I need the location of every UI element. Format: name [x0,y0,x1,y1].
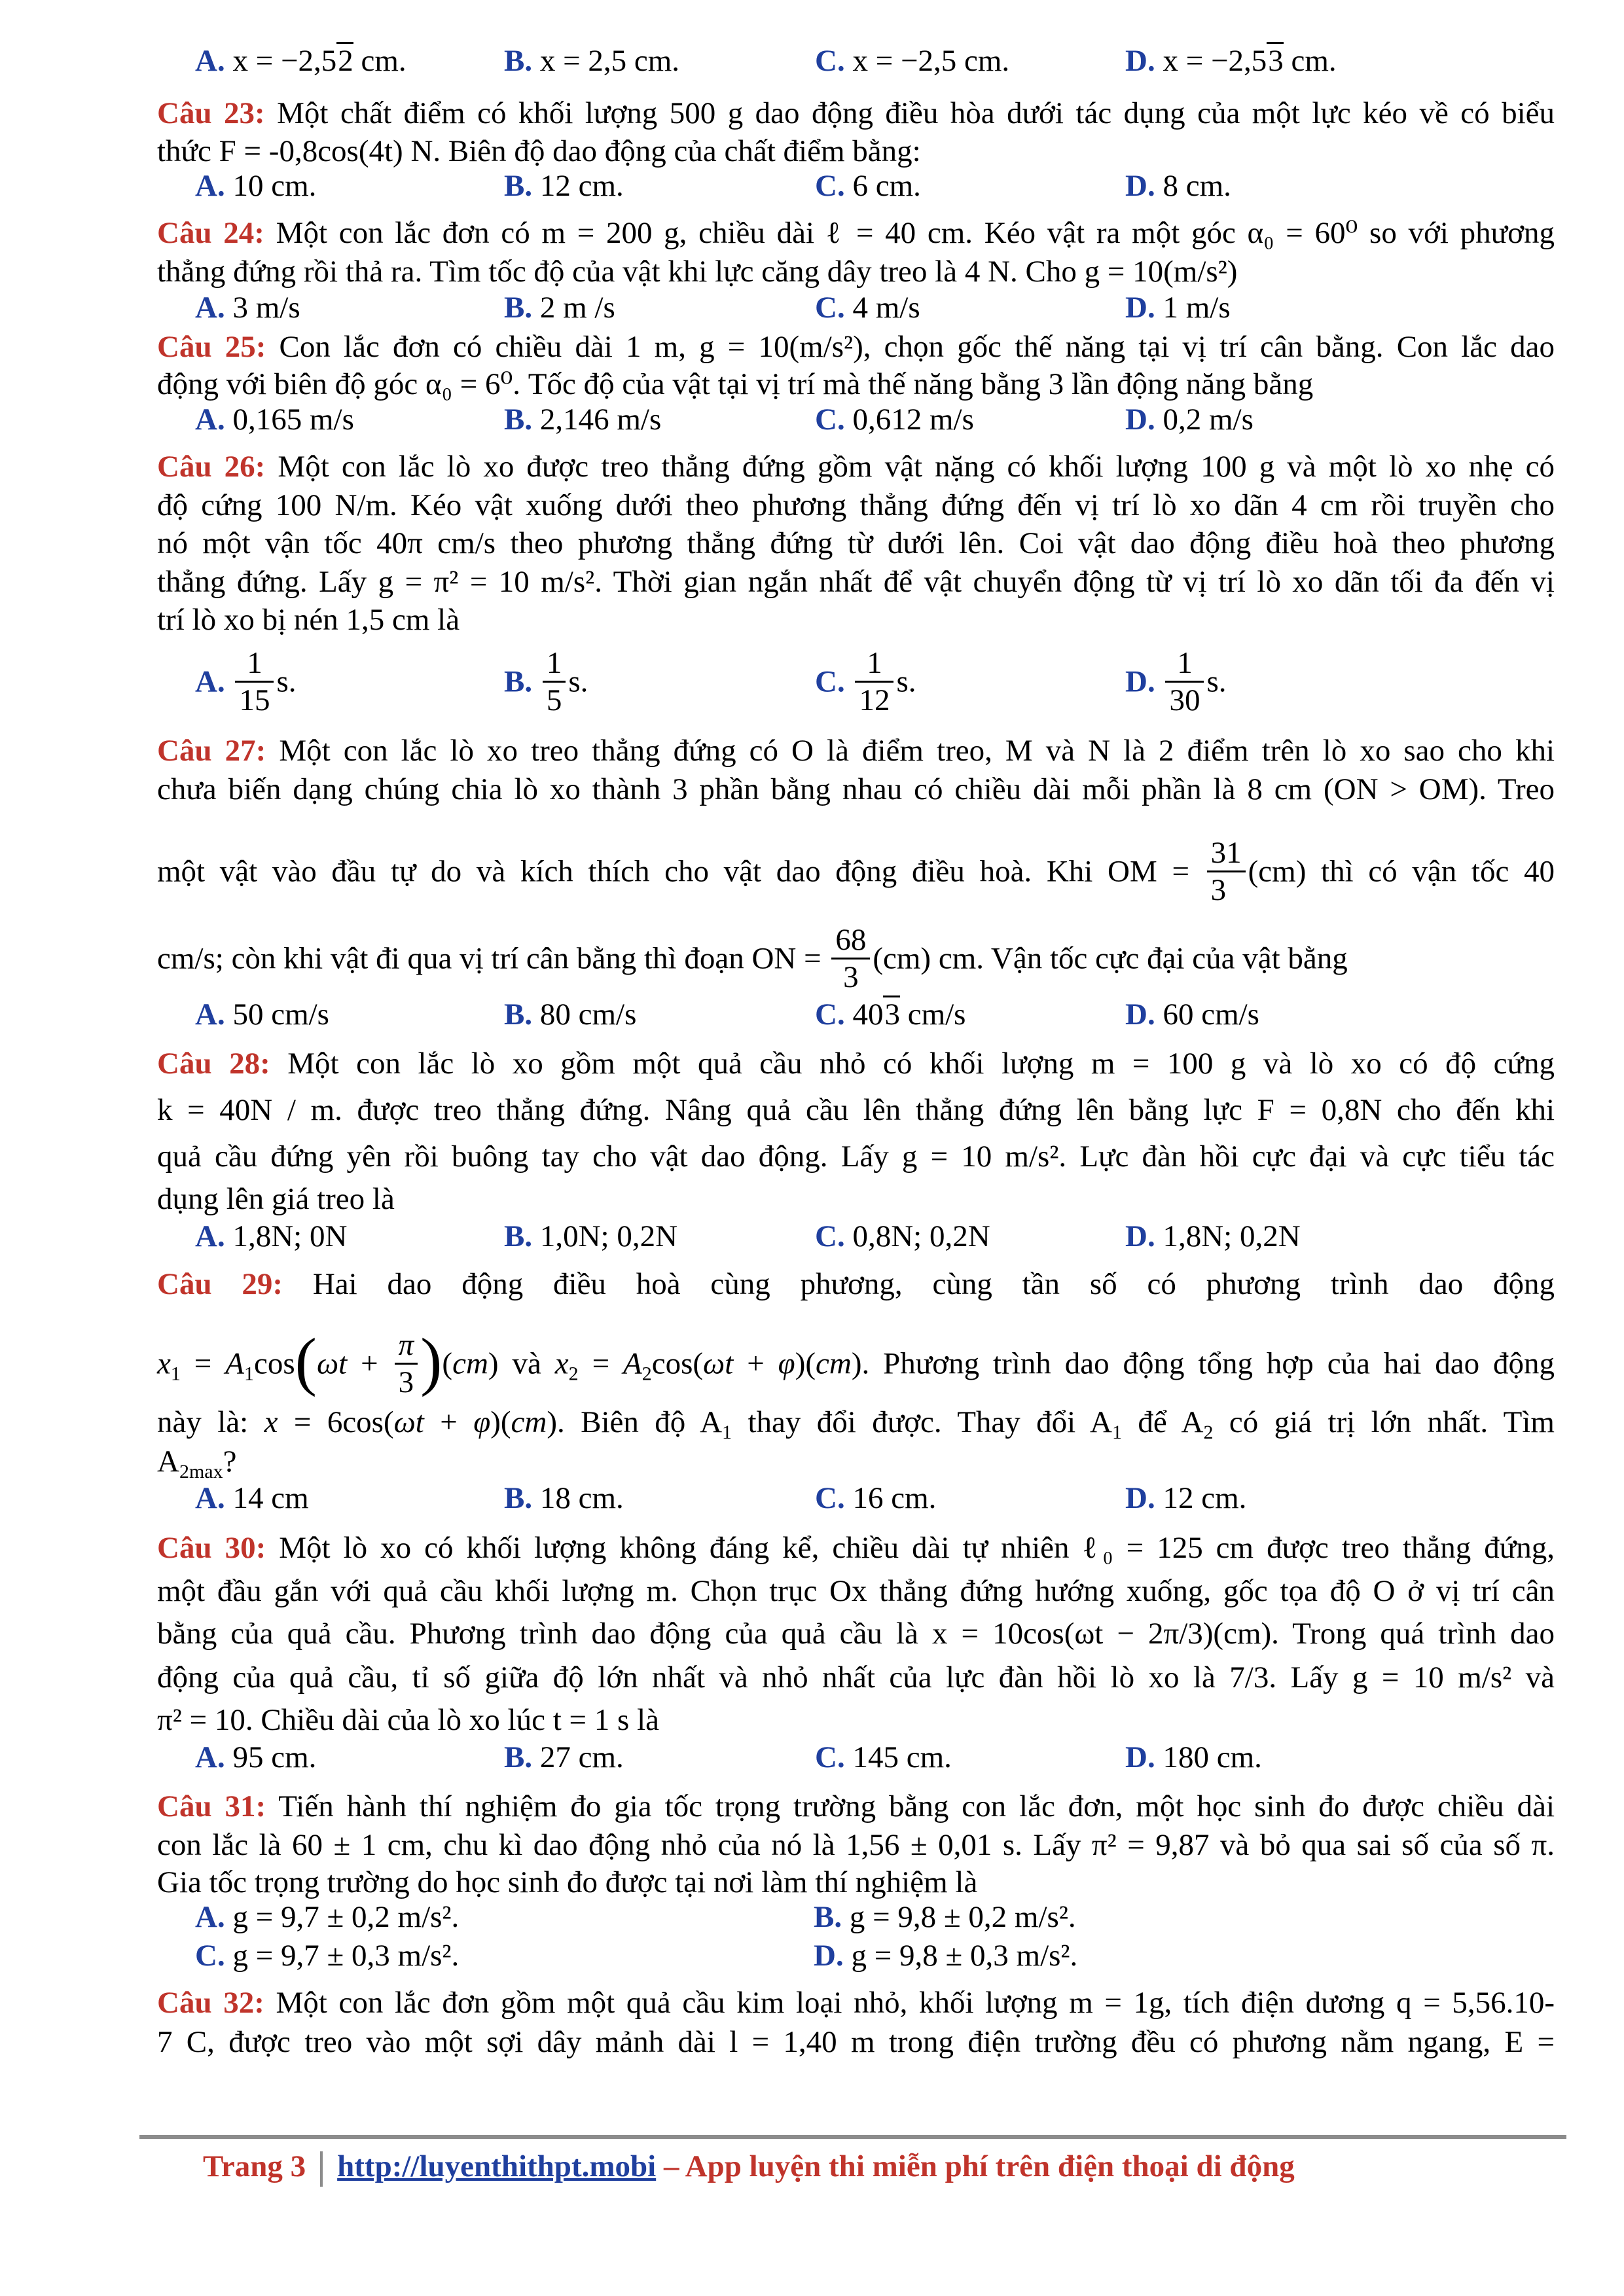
q27-line-3: một vật vào đầu tự do và kích thích cho vật dao động điều hoà. Khi OM = $\frac{31}{3}$ (cm) thì có vận tốc 40 [157,836,1555,907]
q30-line-5: π² = 10. Chiều dài của lò xo lúc t = 1 s là [157,1703,659,1737]
q27-line-4: cm/s; còn khi vật đi qua vị trí cân bằng thì đoạn ON = $\frac{68}{3}$ (cm) cm. Vận tốc cực đại của vật bằng [157,923,1348,994]
footer-link[interactable]: http://luyenthithpt.mobi [337,2149,657,2183]
q23-option-b: B. 12 cm. [504,169,624,203]
footer-rule [139,2135,1566,2139]
q24-option-d: D. 1 m/s [1125,291,1231,325]
q23-line-1: Câu 23: Một chất điểm có khối lượng 500 g dao động điều hòa dưới tác dụng của một lực kéo về có biểu [157,96,1555,130]
q29-line-2: $x_1 = A_1\cos(\omega t$ + $\frac{\pi}{3}$ )(cm) và $x_2 = A_2\cos(\omega t + \varphi)(cm)$. Phương trình dao động tổng hợp của hai dao động [157,1324,1555,1399]
q22-option-d: D. x = −2,53 cm. [1125,43,1337,79]
q24-option-c: C. 4 m/s [815,291,920,325]
q22-option-c: C. x = −2,5 cm. [815,44,1010,78]
q23-option-c: C. 6 cm. [815,169,921,203]
q30-option-c: C. 145 cm. [815,1740,952,1774]
page-number: Trang 3 [203,2149,306,2183]
q30-line-4: động của quả cầu, tỉ số giữa độ lớn nhất và nhỏ nhất của lực đàn hồi lò xo là 7/3. Lấy g = 10 m/s² và [157,1660,1555,1695]
q32-line-2: 7 C, được treo vào một sợi dây mảnh dài l = 1,40 m trong điện trường đều có phương nằm ngang, E = [157,2025,1555,2059]
q27-option-a: A. 50 cm/s [195,997,329,1031]
q26-option-d: D. $\frac{1}{30}$ s. [1125,646,1227,717]
q24-line-1: Câu 24: Một con lắc đơn có m = 200 g, chiều dài ℓ = 40 cm. Kéo vật ra một góc α₀ = 60⁰ so với phương [157,216,1555,250]
question-label: Câu 23: [157,96,265,130]
q30-option-a: A. 95 cm. [195,1740,317,1774]
q29-option-c: C. 16 cm. [815,1481,937,1515]
q24-line-2: thẳng đứng rồi thả ra. Tìm tốc độ của vật khi lực căng dây treo là 4 N. Cho g = 10(m/s²) [157,255,1238,289]
q24-option-a: A. 3 m/s [195,291,300,325]
q29-line-3: này là: x = 6cos(ωt + φ)(cm). Biên độ $A_1$ thay đổi được. Thay đổi $A_1$ để $A_2$ có giá trị lớn nhất. Tìm [157,1405,1555,1443]
q30-line-2: một đầu gắn với quả cầu khối lượng m. Chọn trục Ox thẳng đứng hướng xuống, gốc tọa độ O ở vị trí cân [157,1574,1555,1608]
q25-option-d: D. 0,2 m/s [1125,403,1254,437]
q30-option-b: B. 27 cm. [504,1740,624,1774]
page-footer [203,2149,1512,2187]
q27-option-c: C. 403 cm/s [815,997,965,1032]
q26-line-2: độ cứng 100 N/m. Kéo vật xuống dưới theo phương thẳng đứng đến vị trí lò xo dãn 4 cm rồi truyền cho [157,488,1555,522]
q25-option-c: C. 0,612 m/s [815,403,974,437]
q28-line-2: k = 40N / m. được treo thẳng đứng. Nâng quả cầu lên thẳng đứng lên bằng lực F = 0,8N cho đến khi [157,1093,1555,1127]
q31-option-c: C. g = 9,7 ± 0,3 m/s². [195,1939,460,1973]
q25-line-2: động với biên độ góc α₀ = 6⁰. Tốc độ của vật tại vị trí mà thế năng bằng 3 lần động năng bằng [157,367,1314,401]
q28-option-b: B. 1,0N; 0,2N [504,1219,678,1253]
q23-option-a: A. 10 cm. [195,169,317,203]
footer-separator [320,2151,323,2187]
q26-line-3: nó một vận tốc 40π cm/s theo phương thẳng đứng từ dưới lên. Coi vật dao động điều hoà theo phương [157,526,1555,560]
q31-line-3: Gia tốc trọng trường do học sinh đo được tại nơi làm thí nghiệm là [157,1865,978,1899]
q28-line-4: dụng lên giá treo là [157,1182,395,1216]
q31-option-b: B. g = 9,8 ± 0,2 m/s². [814,1900,1076,1934]
q25-option-a: A. 0,165 m/s [195,403,354,437]
q26-option-b: B. $\frac{1}{5}$ s. [504,646,588,717]
q27-line-1: Câu 27: Một con lắc lò xo treo thẳng đứng có O là điểm treo, M và N là 2 điểm trên lò xo sao cho khi [157,734,1555,768]
q29-line-1: Câu 29: Hai dao động điều hoà cùng phương, cùng tần số có phương trình dao động [157,1267,1555,1301]
q28-option-c: C. 0,8N; 0,2N [815,1219,990,1253]
q24-option-b: B. 2 m /s [504,291,615,325]
q31-option-d: D. g = 9,8 ± 0,3 m/s². [814,1939,1078,1973]
q32-line-1: Câu 32: Một con lắc đơn gồm một quả cầu kim loại nhỏ, khối lượng m = 1g, tích điện dương q = 5,56.10- [157,1986,1555,2020]
q28-option-d: D. 1,8N; 0,2N [1125,1219,1301,1253]
q29-option-a: A. 14 cm [195,1481,309,1515]
q26-option-c: C. $\frac{1}{12}$ s. [815,646,916,717]
q26-line-5: trí lò xo bị nén 1,5 cm là [157,603,460,637]
q23-option-d: D. 8 cm. [1125,169,1231,203]
q28-option-a: A. 1,8N; 0N [195,1219,348,1253]
q28-line-3: quả cầu đứng yên rồi buông tay cho vật dao động. Lấy g = 10 m/s². Lực đàn hồi cực đại và cực tiểu tác [157,1139,1555,1174]
footer-tagline: – App luyện thi miễn phí trên điện thoại di động [663,2149,1295,2183]
q29-option-d: D. 12 cm. [1125,1481,1247,1515]
q25-option-b: B. 2,146 m/s [504,403,662,437]
q27-option-d: D. 60 cm/s [1125,997,1259,1031]
q22-option-b: B. x = 2,5 cm. [504,44,680,78]
q28-line-1: Câu 28: Một con lắc lò xo gồm một quả cầu nhỏ có khối lượng m = 100 g và lò xo có độ cứng [157,1047,1555,1081]
q23-line-2: thức F = -0,8cos(4t) N. Biên độ dao động của chất điểm bằng: [157,134,921,168]
q27-option-b: B. 80 cm/s [504,997,637,1031]
q22-option-a: A. x = −2,52 cm. [195,43,406,79]
q29-option-b: B. 18 cm. [504,1481,624,1515]
q29-line-4: $A_{2max}$? [157,1444,237,1482]
q31-line-1: Câu 31: Tiến hành thí nghiệm đo gia tốc trọng trường bằng con lắc đơn, một học sinh đo được chiều dài [157,1789,1555,1823]
q25-line-1: Câu 25: Con lắc đơn có chiều dài 1 m, g = 10(m/s²), chọn gốc thế năng tại vị trí cân bằng. Con lắc dao [157,330,1555,364]
q26-line-4: thẳng đứng. Lấy g = π² = 10 m/s². Thời gian ngắn nhất để vật chuyển động từ vị trí lò xo dãn tối đa đến vị [157,565,1555,599]
q31-line-2: con lắc là 60 ± 1 cm, chu kì dao động nhỏ của nó là 1,56 ± 0,01 s. Lấy π² = 9,87 và bỏ qua sai số của số π. [157,1828,1555,1862]
q30-line-1: Câu 30: Một lò xo có khối lượng không đáng kể, chiều dài tự nhiên ℓ₀ = 125 cm được treo thẳng đứng, [157,1531,1555,1565]
q27-line-2: chưa biến dạng chúng chia lò xo thành 3 phần bằng nhau có chiều dài mỗi phần là 8 cm (ON > OM). Treo [157,772,1555,806]
q26-option-a: A. $\frac{1}{15}$ s. [195,646,297,717]
q30-option-d: D. 180 cm. [1125,1740,1262,1774]
q31-option-a: A. g = 9,7 ± 0,2 m/s². [195,1900,460,1934]
q30-line-3: bằng của quả cầu. Phương trình dao động của quả cầu là x = 10cos(ωt − 2π/3)(cm). Trong quá trình dao [157,1617,1555,1651]
option-letter: B. [504,44,533,78]
q26-line-1: Câu 26: Một con lắc lò xo được treo thẳng đứng gồm vật nặng có khối lượng 100 g và một lò xo nhẹ có [157,450,1555,484]
